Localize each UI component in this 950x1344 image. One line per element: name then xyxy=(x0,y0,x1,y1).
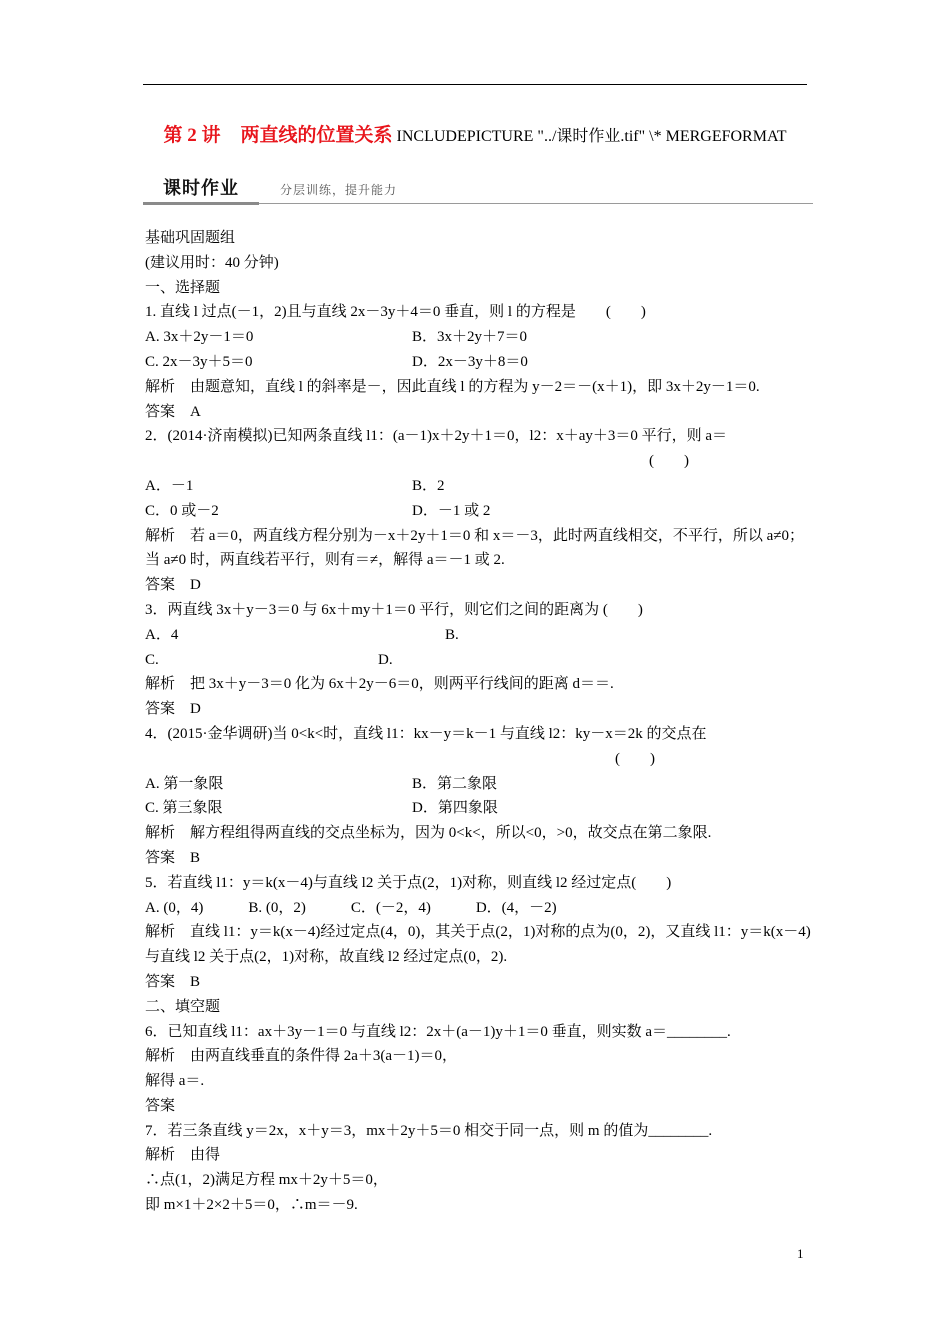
exercise-content xyxy=(145,226,815,1218)
q2-paren: ( ) xyxy=(649,453,689,470)
q2-option-b: B．2 xyxy=(412,477,445,494)
q6-answer: 答案 xyxy=(145,1097,176,1114)
q1-option-a: A. 3x＋2y－1＝0 xyxy=(145,329,254,346)
group-heading: 基础巩固题组 xyxy=(145,230,236,246)
field-code: INCLUDEPICTURE "../课时作业.tif" \* MERGEFORMAT xyxy=(396,128,787,145)
section-banner xyxy=(143,176,813,206)
q4-options-row2 xyxy=(145,796,815,821)
page-number: 1 xyxy=(797,1246,804,1261)
lesson-title xyxy=(143,124,807,149)
lesson-number: 第 2 讲 xyxy=(163,125,221,146)
q1-option-d: D．2x－3y＋8＝0 xyxy=(412,353,528,370)
banner-rule xyxy=(259,203,813,204)
q4-option-b: B．第二象限 xyxy=(412,775,498,792)
q5-analysis: 解析 直线 l1：y＝k(x－4)经过定点(4，0)，其关于点(2，1)对称的点为(0，2)，又直线 l1：y＝k(x－4)与直线 l2 关于点(2，1)对称，故直线 l2 经过定点(0，2). xyxy=(145,924,811,966)
q4-options-row1 xyxy=(145,772,815,797)
q1-option-c: C. 2x－3y＋5＝0 xyxy=(145,353,253,370)
time-suggestion: (建议用时：40 分钟) xyxy=(145,254,279,271)
q3-options-row1 xyxy=(145,623,815,648)
q3-answer: 答案 D xyxy=(145,701,201,718)
q7-analysis: 解析 由得 xyxy=(145,1147,221,1164)
q5-answer: 答案 B xyxy=(145,973,201,990)
q1-analysis: 解析 由题意知，直线 l 的斜率是－，因此直线 l 的方程为 y－2＝－(x＋1)，即 3x＋2y－1＝0. xyxy=(145,378,760,395)
banner-label: 课时作业 xyxy=(143,176,259,205)
q4-paren: ( ) xyxy=(615,750,655,767)
q6-analysis: 解析 由两直线垂直的条件得 2a＋3(a－1)＝0， xyxy=(145,1048,458,1065)
q2-answer: 答案 D xyxy=(145,577,201,594)
q4-analysis: 解析 解方程组得两直线的交点坐标为，因为 0<k<，所以<0，>0，故交点在第二象限. xyxy=(145,825,712,842)
q3-option-a: A．4 xyxy=(145,626,179,643)
q5-options: A. (0，4) B. (0，2) C．(－2，4) D．(4，－2) xyxy=(145,899,557,916)
q3-option-c: C. xyxy=(145,651,159,668)
q3-option-d: D. xyxy=(378,651,393,668)
q5-stem: 5．若直线 l1：y＝k(x－4)与直线 l2 关于点(2，1)对称，则直线 l2 经过定点( ) xyxy=(145,874,672,891)
q4-option-c: C. 第三象限 xyxy=(145,800,223,817)
q7-step1: ∴点(1，2)满足方程 mx＋2y＋5＝0， xyxy=(145,1172,388,1189)
section-heading-fill: 二、填空题 xyxy=(145,998,221,1015)
q3-stem: 3．两直线 3x＋y－3＝0 与 6x＋my＋1＝0 平行，则它们之间的距离为 ( ) xyxy=(145,601,643,618)
q2-option-a: A．－1 xyxy=(145,477,194,494)
q3-analysis: 解析 把 3x＋y－3＝0 化为 6x＋2y－6＝0，则两平行线间的距离 d＝＝. xyxy=(145,676,614,693)
q4-option-a: A. 第一象限 xyxy=(145,775,224,792)
q7-stem: 7．若三条直线 y＝2x，x＋y＝3，mx＋2y＋5＝0 相交于同一点，则 m 的值为________. xyxy=(145,1122,713,1139)
q1-options-row2 xyxy=(145,350,815,375)
q1-option-b: B．3x＋2y＋7＝0 xyxy=(412,329,528,346)
lesson-topic: 两直线的位置关系 xyxy=(240,125,393,146)
q4-answer: 答案 B xyxy=(145,849,201,866)
header-rule xyxy=(143,84,807,85)
q2-stem: 2．(2014·济南模拟)已知两条直线 l1：(a－1)x＋2y＋1＝0，l2：x＋ay＋3＝0 平行，则 a＝ xyxy=(145,428,728,445)
q1-stem: 1. 直线 l 过点(－1，2)且与直线 2x－3y＋4＝0 垂直，则 l 的方程是 ( ) xyxy=(145,304,646,321)
q2-option-d: D．－1 或 2 xyxy=(412,502,491,519)
q2-options-row2 xyxy=(145,499,815,524)
q1-options-row1 xyxy=(145,325,815,350)
banner-subtitle: 分层训练，提升能力 xyxy=(280,183,398,197)
q2-options-row1 xyxy=(145,474,815,499)
q1-answer: 答案 A xyxy=(145,403,201,420)
q4-option-d: D．第四象限 xyxy=(412,800,498,817)
q2-option-c: C．0 或－2 xyxy=(145,502,219,519)
q3-option-b: B. xyxy=(445,626,459,643)
q4-stem: 4．(2015·金华调研)当 0<k<时，直线 l1：kx－y＝k－1 与直线 l2：ky－x＝2k 的交点在 xyxy=(145,725,707,742)
q2-analysis: 解析 若 a＝0，两直线方程分别为－x＋2y＋1＝0 和 x＝－3，此时两直线相交，不平行，所以 a≠0；当 a≠0 时，两直线若平行，则有＝≠，解得 a＝－1 或 2. xyxy=(145,527,805,569)
q7-step2: 即 m×1＋2×2＋5＝0，∴m＝－9. xyxy=(145,1197,358,1214)
q3-options-row2 xyxy=(145,648,815,673)
q6-stem: 6．已知直线 l1：ax＋3y－1＝0 与直线 l2：2x＋(a－1)y＋1＝0 垂直，则实数 a＝________. xyxy=(145,1023,731,1040)
q6-solve: 解得 a＝. xyxy=(145,1073,205,1090)
section-heading-choice: 一、选择题 xyxy=(145,279,221,296)
